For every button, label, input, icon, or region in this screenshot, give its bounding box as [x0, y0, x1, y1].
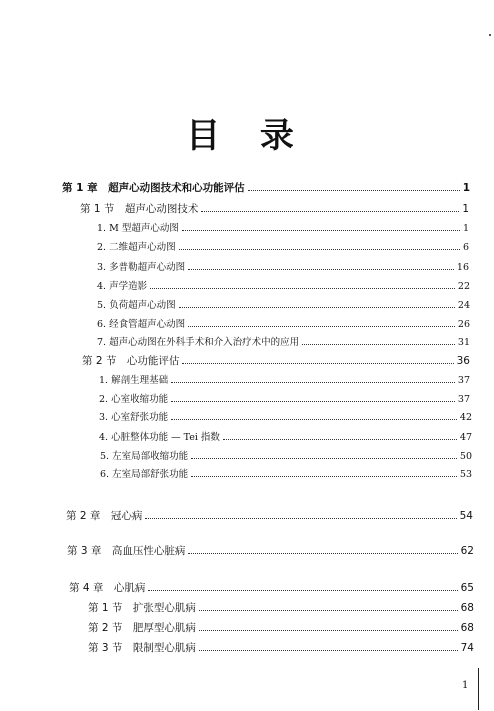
toc-entry-label: 第 2 节 肥厚型心肌病 [88, 622, 196, 634]
toc-entry-section-1-1[interactable] [80, 204, 469, 215]
toc-entry-label: 7. 超声心动图在外科手术和介入治疗术中的应用 [97, 337, 300, 348]
toc-entry-item[interactable] [97, 301, 470, 311]
toc-entry-label: 3. 心室舒张功能 [99, 412, 169, 423]
toc-entry-item[interactable] [99, 413, 472, 423]
toc-entry-page: 53 [459, 469, 472, 480]
toc-entry-item[interactable] [97, 320, 470, 330]
toc-entry-label: 第 3 节 限制型心肌病 [88, 642, 196, 654]
toc-entry-page: 1 [462, 182, 470, 194]
toc-entry-label: 2. 二维超声心动图 [97, 242, 176, 253]
dot-leader [171, 382, 455, 383]
toc-entry-page: 50 [459, 451, 472, 462]
toc-entry-page: 31 [457, 337, 470, 348]
dot-leader [223, 439, 457, 440]
toc-entry-item[interactable] [97, 243, 469, 253]
page-edge-line [478, 668, 479, 710]
dot-leader [199, 650, 458, 651]
toc-entry-item[interactable] [100, 452, 472, 462]
toc-entry-label: 2. 心室收缩功能 [99, 394, 169, 405]
toc-entry-label: 4. 心脏整体功能 — Tei 指数 [99, 432, 220, 443]
toc-entry-page: 1 [462, 223, 469, 234]
toc-entry-page: 68 [460, 602, 474, 614]
dot-leader [188, 553, 457, 554]
dot-leader [188, 326, 455, 327]
dot-leader [302, 344, 455, 345]
toc-entry-label: 6. 左室局部舒张功能 [100, 469, 189, 480]
toc-entry-section-4-2[interactable] [88, 623, 474, 634]
toc-entry-label: 第 2 章 冠心病 [66, 510, 143, 522]
dot-leader [171, 401, 455, 402]
dot-leader [179, 249, 460, 250]
toc-entry-item[interactable] [97, 282, 470, 292]
toc-entry-label: 5. 左室局部收缩功能 [100, 451, 189, 462]
toc-entry-item[interactable] [97, 338, 470, 348]
toc-entry-label: 3. 多普勒超声心动图 [97, 262, 186, 273]
toc-entry-page: 47 [459, 432, 472, 443]
toc-entry-page: 74 [460, 642, 474, 654]
toc-entry-page: 16 [456, 262, 469, 273]
toc-entry-page: 1 [462, 203, 469, 215]
scan-mark [489, 34, 491, 36]
toc-entry-chapter-4[interactable] [69, 583, 474, 594]
page-title: 目 录 [186, 116, 308, 156]
toc-entry-page: 54 [459, 510, 473, 522]
toc-entry-item[interactable] [99, 395, 470, 405]
toc-entry-item[interactable] [97, 263, 469, 273]
toc-entry-label: 第 3 章 高血压性心脏病 [67, 545, 186, 557]
toc-entry-label: 第 2 节 心功能评估 [82, 355, 180, 367]
dot-leader [150, 288, 455, 289]
toc-entry-chapter-3[interactable] [67, 546, 474, 557]
toc-entry-section-1-2[interactable] [82, 356, 470, 367]
toc-entry-page: 68 [460, 622, 474, 634]
dot-leader [182, 363, 453, 364]
dot-leader [179, 307, 455, 308]
toc-entry-page: 37 [457, 394, 470, 405]
toc-entry-label: 第 4 章 心肌病 [69, 582, 146, 594]
dot-leader [248, 190, 460, 191]
toc-entry-page: 22 [457, 281, 470, 292]
page-number: 1 [462, 680, 469, 691]
dot-leader [188, 269, 454, 270]
toc-entry-label: 第 1 节 超声心动图技术 [80, 203, 199, 215]
toc-entry-page: 26 [457, 319, 470, 330]
toc-entry-label: 4. 声学造影 [97, 281, 148, 292]
toc-entry-page: 6 [462, 242, 469, 253]
toc-entry-page: 42 [459, 412, 472, 423]
toc-entry-section-4-1[interactable] [88, 603, 474, 614]
toc-entry-item[interactable] [99, 376, 470, 386]
toc-entry-label: 第 1 节 扩张型心肌病 [88, 602, 196, 614]
toc-entry-item[interactable] [99, 433, 472, 443]
dot-leader [191, 476, 457, 477]
dot-leader [201, 211, 459, 212]
dot-leader [171, 419, 457, 420]
toc-entry-item[interactable] [100, 470, 472, 480]
toc-entry-label: 6. 经食管超声心动图 [97, 319, 186, 330]
toc-entry-page: 65 [460, 582, 474, 594]
dot-leader [148, 590, 457, 591]
toc-entry-item[interactable] [97, 224, 469, 234]
toc-entry-page: 24 [457, 300, 470, 311]
toc-entry-section-4-3[interactable] [88, 643, 474, 654]
dot-leader [199, 630, 458, 631]
toc-entry-chapter-1[interactable] [62, 183, 470, 194]
toc-entry-page: 36 [456, 355, 470, 367]
dot-leader [199, 610, 458, 611]
toc-entry-label: 5. 负荷超声心动图 [97, 300, 176, 311]
dot-leader [191, 458, 457, 459]
toc-entry-page: 37 [457, 375, 470, 386]
toc-entry-label: 1. 解剖生理基础 [99, 375, 169, 386]
toc-entry-chapter-2[interactable] [66, 511, 473, 522]
dot-leader [182, 230, 460, 231]
dot-leader [145, 518, 456, 519]
toc-entry-label: 1. M 型超声心动图 [97, 223, 179, 234]
toc-entry-label: 第 1 章 超声心动图技术和心功能评估 [62, 182, 245, 194]
toc-entry-page: 62 [460, 545, 474, 557]
